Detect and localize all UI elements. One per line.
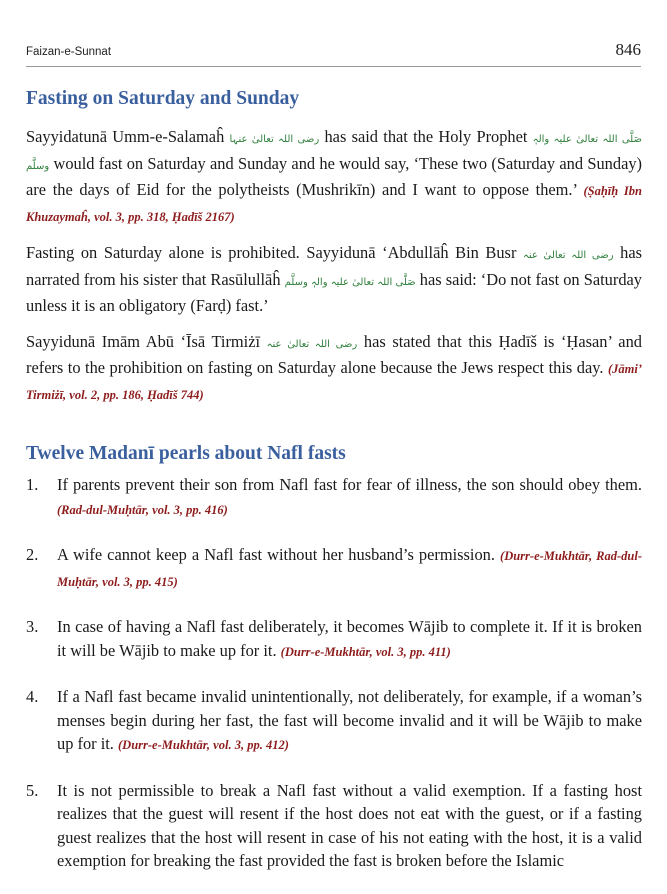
paragraph-text: Fasting on Saturday alone is prohibited. Sayyidunā ‘Abdullāĥ Bin Busr [26, 243, 517, 262]
page-content [26, 84, 642, 894]
arabic-invocation: صَلَّی اللہ تعالیٰ علیہ والہٖ وسلَّم [284, 276, 416, 288]
list-item [26, 779, 642, 873]
paragraph-text: has said: ‘Do not fast on Saturday unless it is an obligatory (Farḍ) fast.’ [26, 269, 643, 315]
list-number: 1. [26, 475, 39, 494]
list-text: A wife cannot keep a Nafl fast without her husband’s permission. [57, 545, 495, 564]
list-number: 2. [26, 545, 39, 564]
list-item [26, 473, 642, 522]
paragraph-text: has said that the Holy Prophet [324, 127, 528, 146]
paragraph-text: Sayyidunā Imām Abū ‘Īsā Tirmiżī [26, 331, 261, 351]
paragraph-text: Sayyidatunā Umm-e-Salamaĥ [26, 127, 225, 146]
reference-citation: (Durr-e-Mukhtār, Rad-dul-Muḥtār, vol. 3, pp. 415) [57, 549, 642, 589]
paragraph-abdullah-bin-busr [26, 241, 642, 318]
list-number: 4. [26, 687, 39, 706]
pearls-list [26, 473, 642, 873]
section-heading-saturday-sunday: Fasting on Saturday and Sunday [26, 88, 300, 109]
reference-citation: (Rad-dul-Muḥtār, vol. 3, pp. 416) [57, 502, 228, 517]
list-item [26, 543, 642, 594]
reference-citation: (Ṣaḥīḥ Ibn Khuzaymaĥ, vol. 3, pp. 318, Ḥadīš 2167) [26, 184, 642, 224]
reference-citation: (Durr-e-Mukhtār, vol. 3, pp. 412) [118, 738, 289, 752]
arabic-invocation: رضی اللہ تعالیٰ عنہ [523, 250, 614, 261]
list-text: If a Nafl fast became invalid unintentionally, not deliberately, for example, if a woman’s menses begin during her fast, the fast will become invalid and it will be Wājib to make up for it. [57, 687, 642, 753]
book-title: Faizan-e-Sunnat [26, 46, 112, 58]
page-header [26, 40, 641, 64]
header-divider [26, 66, 641, 67]
list-text: It is not permissible to break a Nafl fast without a valid exemption. If a fasting host realizes that the guest will resent if the host does not eat with the guest, or if a fasting guest realizes that the host will resent in case of his not eating with the host, it is a valid exemption for breaking the fast provided the fast is broken before the Islamic [57, 780, 642, 870]
arabic-invocation: رضی اللہ تعالیٰ عنہا [229, 134, 320, 145]
reference-citation: (Durr-e-Mukhtār, vol. 3, pp. 411) [280, 644, 451, 659]
paragraph-tirmizi [26, 330, 642, 408]
paragraph-text: would fast on Saturday and Sunday and he would say, ‘These two (Saturday and Sunday) are the days of Eid for the polytheists (Mushrikīn) and I want to oppose them.’ [26, 153, 642, 199]
list-number: 3. [26, 617, 39, 636]
paragraph-text: has stated that this Ḥadīš is ‘Ḥasan’ and refers to the prohibition on fasting on Saturday alone because the Jews respect this day. [26, 331, 642, 377]
arabic-invocation: صَلَّی اللہ تعالیٰ علیہ والہٖ وسلَّم [26, 134, 642, 172]
section-heading-madani-pearls: Twelve Madanī pearls about Nafl fasts [26, 443, 346, 464]
paragraph-umm-salamah [26, 125, 642, 229]
list-item [26, 615, 642, 664]
list-text: In case of having a Nafl fast deliberately, it becomes Wājib to complete it. If it is broken it will be Wājib to make up for it. [57, 617, 642, 660]
reference-citation: (Jāmi’ Tirmiżī, vol. 2, pp. 186, Ḥadīš 744) [26, 362, 642, 402]
list-number: 5. [26, 780, 39, 800]
page-number: 846 [615, 40, 641, 59]
arabic-invocation: رضی اللہ تعالیٰ عنہ [266, 338, 358, 350]
list-text: If parents prevent their son from Nafl fast for fear of illness, the son should obey them. [57, 475, 642, 494]
paragraph-text: has narrated from his sister that Rasūlullāĥ [26, 243, 642, 289]
list-item [26, 685, 642, 758]
